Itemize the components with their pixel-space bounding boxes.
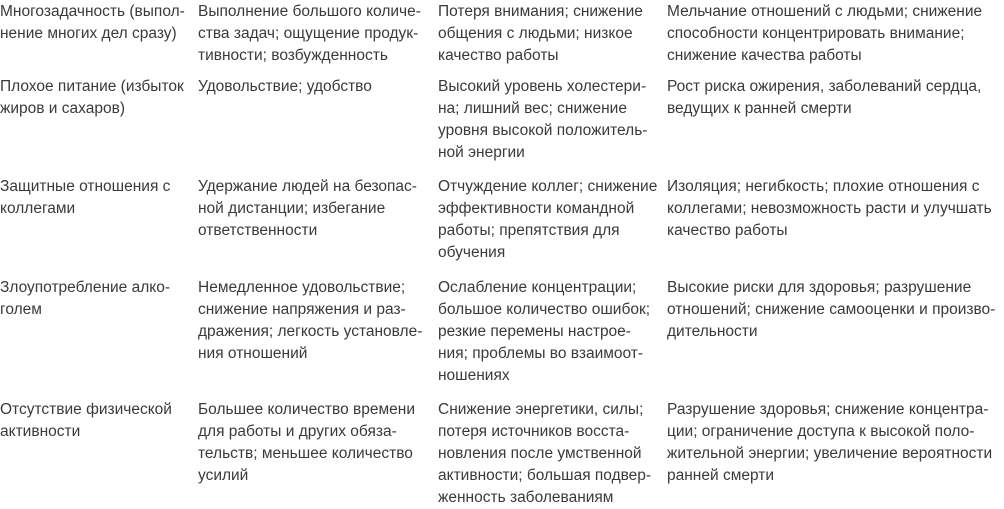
cell-text-line: новления после умственной: [438, 445, 642, 462]
cell-text-line: Ослабление концентрации;: [438, 279, 637, 296]
cell-text-line: Отсутствие физической: [0, 401, 172, 418]
cell-text-line: качество работы: [438, 47, 559, 64]
cell-text-line: дительности: [667, 323, 758, 340]
cell-text-line: Изоляция; негибкость; плохие отношения с: [667, 178, 980, 195]
cell-text-line: резкие перемены настрое-: [438, 323, 631, 340]
cell-text-line: ношениях: [438, 367, 510, 384]
cell-short-term-cost: [438, 1, 643, 67]
cell-long-term-cost: [667, 76, 981, 120]
cell-text-line: Потеря внимания; снижение: [438, 3, 643, 20]
cell-short-term-cost: [438, 277, 650, 387]
cell-text-line: голем: [0, 301, 42, 318]
cell-text-line: ния; проблемы во взаимоот-: [438, 345, 644, 362]
cell-text-line: ции; ограничение доступа к высокой поло-: [667, 423, 975, 440]
cell-text-line: коллегами: [0, 200, 76, 217]
cell-short-term-benefit: [198, 277, 422, 365]
cell-text-line: для работы и других обяза-: [198, 423, 397, 440]
cell-long-term-cost: [667, 1, 982, 67]
cell-text-line: Удержание людей на безопас-: [198, 178, 417, 195]
cell-habit: [0, 277, 170, 321]
cell-text-line: Злоупотребление алко-: [0, 279, 171, 296]
cell-short-term-benefit: [198, 1, 421, 67]
cell-text-line: Защитные отношения с: [0, 178, 171, 195]
cell-habit: [0, 1, 185, 45]
cell-text-line: Немедленное удовольствие;: [198, 279, 406, 296]
cell-text-line: Многозадачность (выпол-: [0, 3, 185, 20]
cell-text-line: снижение качества работы: [667, 47, 862, 64]
cell-text-line: эффективности командной: [438, 200, 635, 217]
cell-text-line: Рост риска ожирения, заболеваний сердца,: [667, 78, 982, 95]
cell-text-line: Высокий уровень холестери-: [438, 78, 647, 95]
cell-text-line: Мельчание отношений с людьми; снижение: [667, 3, 983, 20]
cell-short-term-cost: [438, 76, 647, 164]
cell-text-line: Выполнение большого количе-: [198, 3, 421, 20]
cell-text-line: жиров и сахаров): [0, 100, 125, 117]
cell-text-line: работы; препятствия для: [438, 222, 620, 239]
cell-short-term-benefit: [198, 76, 372, 98]
cell-text-line: на; лишний вес; снижение: [438, 100, 627, 117]
cell-text-line: ответственности: [198, 222, 318, 239]
cell-text-line: ства задач; ощущение продук-: [198, 25, 419, 42]
cell-text-line: ведущих к ранней смерти: [667, 100, 852, 117]
cell-text-line: способности концентрировать внимание;: [667, 25, 965, 42]
cell-text-line: усилий: [198, 467, 249, 484]
cell-text-line: Удовольствие; удобство: [198, 78, 372, 95]
cell-text-line: Отчуждение коллег; снижение: [438, 178, 658, 195]
cell-text-line: ранней смерти: [667, 467, 775, 484]
cell-long-term-cost: [667, 176, 992, 242]
cell-text-line: Разрушение здоровья; снижение концентра-: [667, 401, 989, 418]
cell-text-line: Высокие риски для здоровья; разрушение: [667, 279, 972, 296]
cell-text-line: ной дистанции; избегание: [198, 200, 386, 217]
cell-text-line: активности: [0, 423, 81, 440]
cell-text-line: снижение напряжения и раз-: [198, 301, 406, 318]
cell-text-line: качество работы: [667, 222, 788, 239]
cell-text-line: нение многих дел сразу): [0, 25, 177, 42]
cell-long-term-cost: [667, 399, 992, 487]
cell-text-line: потеря источников восста-: [438, 423, 630, 440]
cell-text-line: коллегами; невозможность расти и улучшать: [667, 200, 992, 217]
cell-long-term-cost: [667, 277, 995, 343]
cell-short-term-benefit: [198, 176, 417, 242]
cell-text-line: отношений; снижение самооценки и произво-: [667, 301, 996, 318]
cell-text-line: большое количество ошибок;: [438, 301, 651, 318]
cell-text-line: тивности; возбужденность: [198, 47, 388, 64]
cell-text-line: жительной энергии; увеличение вероятности: [667, 445, 993, 462]
cell-text-line: женность заболеваниям: [438, 489, 614, 506]
cell-habit: [0, 76, 184, 120]
cell-text-line: дражения; легкость установле-: [198, 323, 423, 340]
cell-short-term-cost: [438, 399, 651, 509]
cell-text-line: Снижение энергетики, силы;: [438, 401, 644, 418]
cell-short-term-cost: [438, 176, 657, 264]
cell-text-line: Плохое питание (избыток: [0, 78, 184, 95]
cell-short-term-benefit: [198, 399, 415, 487]
cell-text-line: ния отношений: [198, 345, 308, 362]
cell-habit: [0, 176, 170, 220]
cell-text-line: ной энергии: [438, 144, 525, 161]
cell-text-line: обучения: [438, 244, 506, 261]
cell-text-line: уровня высокой положитель-: [438, 122, 648, 139]
cell-text-line: общения с людьми; низкое: [438, 25, 633, 42]
cell-text-line: тельств; меньшее количество: [198, 445, 413, 462]
cell-habit: [0, 399, 172, 443]
cell-text-line: Большее количество времени: [198, 401, 415, 418]
cell-text-line: активности; большая подвер-: [438, 467, 652, 484]
